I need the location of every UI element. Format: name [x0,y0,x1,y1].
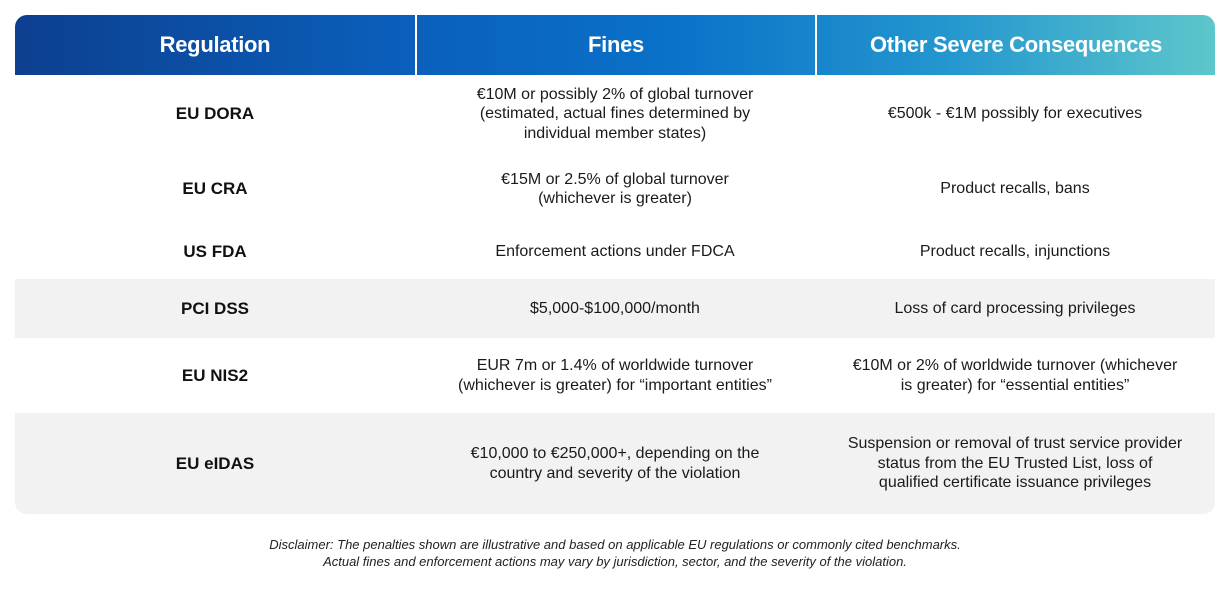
fines-cell: €10,000 to €250,000+, depending on the country and severity of the violation [470,445,760,482]
regulation-cell: EU CRA [182,179,248,199]
regulation-cell: EU eIDAS [175,453,255,473]
disclaimer-line-2: Actual fines and enforcement actions may vary by jurisdiction, sector, and the severity of the violation. [323,554,907,569]
regulation-cell: EU DORA [175,104,255,124]
table-row [15,153,1215,225]
header-fines: Fines [415,15,815,75]
table-row [15,338,1215,413]
table-row [15,75,1215,153]
consequences-cell: Loss of card processing privileges [894,299,1136,317]
disclaimer [0,536,1230,570]
disclaimer-line-1: Disclaimer: The penalties shown are illustrative and based on applicable EU regulations or commonly cited benchmarks. [269,537,961,552]
regulation-cell: PCI DSS [180,298,250,318]
consequences-cell: €10M or 2% of worldwide turnover (whichever is greater) for “essential entities” [852,357,1178,394]
regulation-cell: US FDA [183,242,247,262]
fines-cell: €15M or 2.5% of global turnover (whichever is greater) [501,170,729,207]
penalties-table [15,15,1215,514]
fines-cell: Enforcement actions under FDCA [495,243,735,261]
fines-cell: $5,000-$100,000/month [530,299,700,317]
table-row [15,225,1215,279]
consequences-cell: €500k - €1M possibly for executives [887,105,1143,123]
table-header [15,15,1215,75]
table-row [15,413,1215,514]
consequences-cell: Suspension or removal of trust service provider status from the EU Trusted List, loss of qualified certificate issuance privileges [847,435,1183,492]
fines-cell: €10M or possibly 2% of global turnover (estimated, actual fines determined by individual member states) [476,85,754,142]
header-regulation: Regulation [159,32,271,57]
consequences-cell: Product recalls, injunctions [919,243,1111,261]
regulation-cell: EU NIS2 [181,365,249,385]
table-row [15,279,1215,338]
consequences-cell: Product recalls, bans [940,180,1090,198]
header-consequences: Other Severe Consequences [815,15,1215,75]
fines-cell: EUR 7m or 1.4% of worldwide turnover (whichever is greater) for “important entities” [458,357,772,394]
